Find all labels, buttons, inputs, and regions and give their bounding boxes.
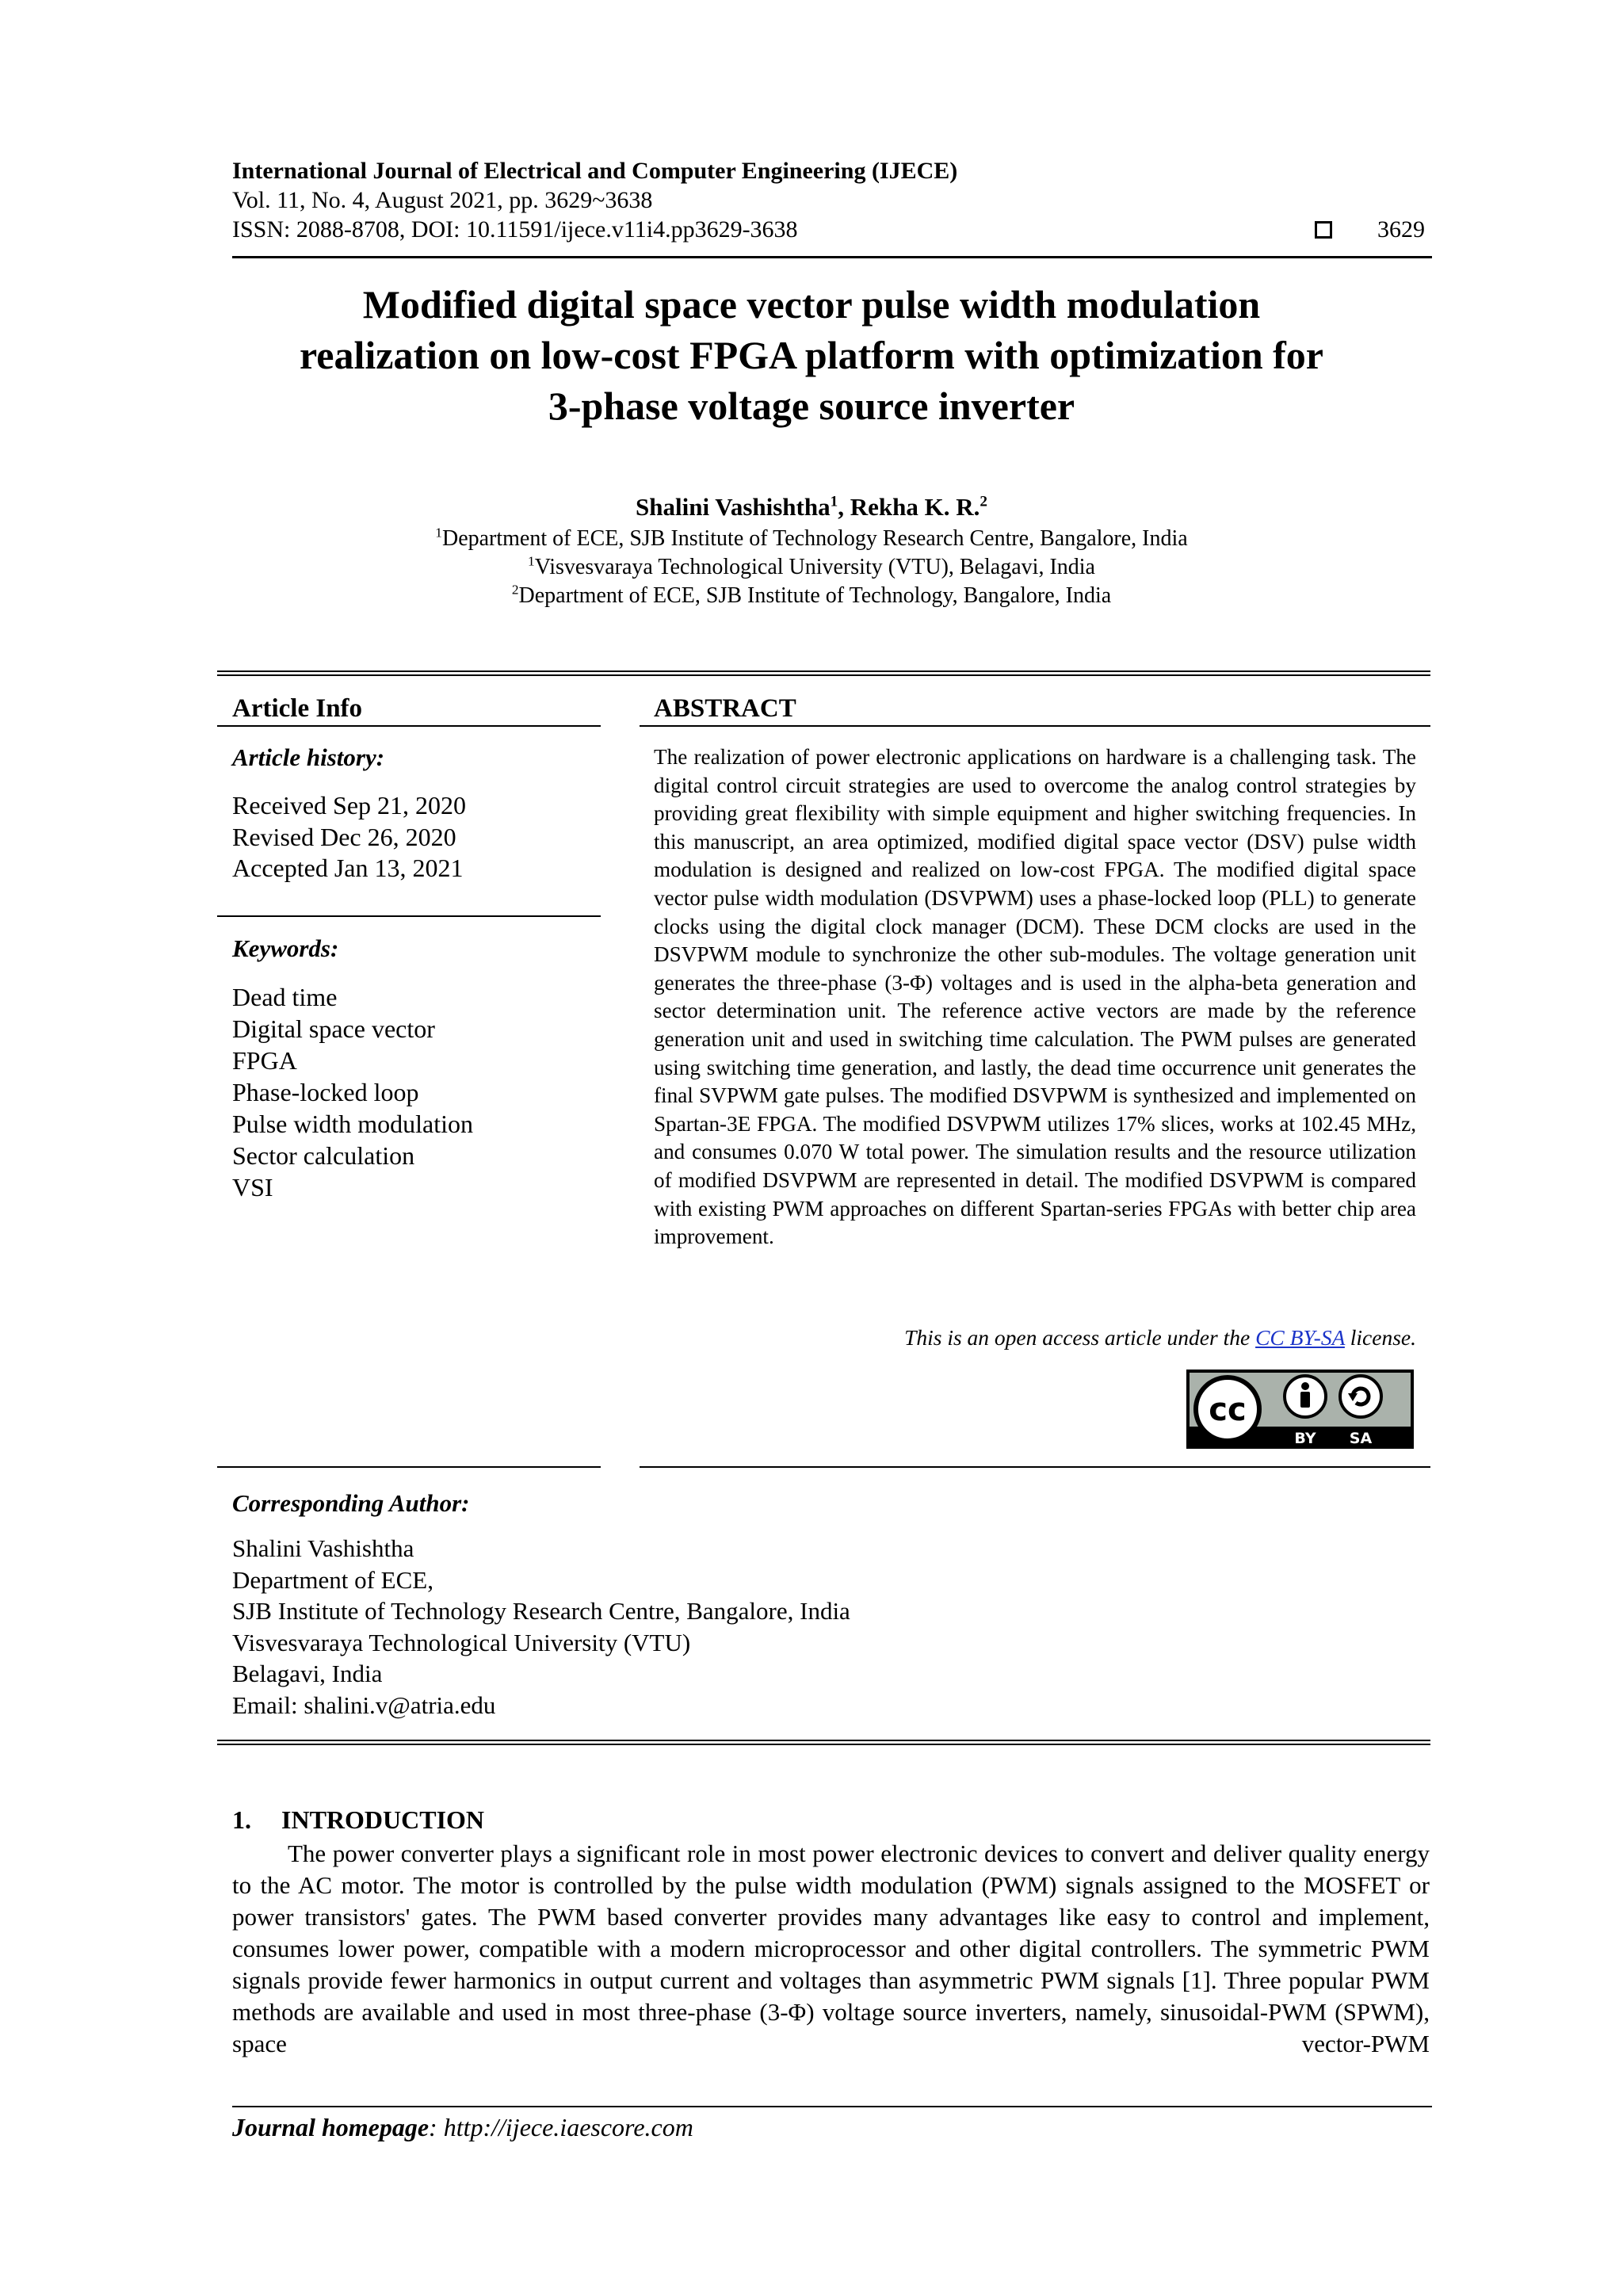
keyword-item: VSI	[232, 1173, 273, 1201]
title-line-3: 3-phase voltage source inverter	[548, 384, 1075, 428]
affiliation-1	[158, 525, 1465, 553]
attribution-body	[1300, 1392, 1310, 1408]
affiliation-marker: 2	[511, 582, 519, 598]
info-top-rule	[217, 670, 1430, 672]
homepage-label: Journal homepage	[232, 2113, 430, 2141]
article-info-rule	[217, 725, 601, 727]
affiliation-text: Department of ECE, SJB Institute of Technology, Bangalore, India	[518, 583, 1112, 608]
info-top-rule-double	[217, 674, 1430, 676]
section-title: INTRODUCTION	[281, 1805, 485, 1834]
page-number: 3629	[1377, 216, 1425, 243]
article-info-bottom-rule	[217, 1466, 601, 1468]
keywords-list	[232, 981, 473, 1203]
attribution-head	[1301, 1382, 1309, 1390]
corresponding-name: Shalini Vashishtha	[232, 1534, 414, 1562]
badge-by-label: BY	[1294, 1430, 1316, 1447]
author-2: Rekha K. R.	[850, 493, 980, 521]
issn-doi: ISSN: 2088-8708, DOI: 10.11591/ijece.v11i4.pp3629-3638	[232, 216, 798, 243]
keywords-heading: Keywords:	[232, 934, 339, 962]
footer-rule	[232, 2106, 1432, 2107]
share-alike-icon	[1340, 1376, 1381, 1417]
volume-info: Vol. 11, No. 4, August 2021, pp. 3629~3638	[232, 187, 653, 213]
journal-name: International Journal of Electrical and Computer Engineering (IJECE)	[232, 158, 958, 184]
author-separator: ,	[838, 493, 850, 521]
keyword-item: Digital space vector	[232, 1014, 435, 1043]
title-line-2: realization on low-cost FPGA platform with optimization for	[300, 333, 1323, 377]
license-prefix: This is an open access article under the	[904, 1325, 1256, 1350]
abstract-heading: ABSTRACT	[654, 694, 796, 723]
abstract-text: The realization of power electronic applications on hardware is a challenging task. The digital control circuit strategies are used to overcome the analog control strategies by providing great flexibility with simple equipment and higher switching frequencies. In this manuscript, an area optimized, modified digital space vector (DSV) pulse width modulation is designed and realized on low-cost FPGA. The modified digital space vector pulse width modulation (DSVPWM) uses a phase-locked loop (PLL) to generate clocks using the digital clock manager (DCM). These DCM clocks are used in the DSVPWM module to synchronize the other sub-modules. The voltage generation unit generates the three-phase (3-Φ) voltages and is used in the alpha-beta generation and sector determination unit. The reference active vectors are made by the reference generation unit and used in switching time calculation. The PWM pulses are generated using switching time generation, and lastly, the dead time occurrence unit generates the final SVPWM gate pulses. The modified DSVPWM is synthesized and implemented on Spartan-3E FPGA. The modified DSVPWM utilizes 17% slices, works at 102.45 MHz, and consumes 0.070 W total power. The simulation results and the resource utilization of modified DSVPWM are represented in detail. The modified DSVPWM is compared with existing PWM approaches on different Spartan-series FPGAs with better chip area improvement.	[654, 745, 1416, 1249]
article-history-heading: Article history:	[232, 743, 385, 771]
affiliation-text: Visvesvaraya Technological University (VTU), Belagavi, India	[534, 555, 1095, 579]
article-info-heading: Article Info	[232, 694, 363, 723]
homepage-url[interactable]: : http://ijece.iaescore.com	[429, 2113, 693, 2141]
accepted-date: Accepted Jan 13, 2021	[232, 854, 464, 882]
info-bottom-rule	[217, 1740, 1430, 1741]
keyword-item: Dead time	[232, 983, 338, 1011]
journal-homepage	[232, 2113, 693, 2142]
corresponding-department: Department of ECE,	[232, 1565, 433, 1594]
keyword-item: Phase-locked loop	[232, 1078, 419, 1106]
corresponding-university: Visvesvaraya Technological University (VTU)	[232, 1628, 691, 1656]
cc-by-sa-link[interactable]: CC BY-SA	[1255, 1325, 1345, 1350]
affiliation-text: Department of ECE, SJB Institute of Technology Research Centre, Bangalore, India	[441, 526, 1188, 551]
author-1: Shalini Vashishtha	[636, 493, 831, 521]
abstract-bottom-rule	[640, 1466, 1430, 1468]
abstract-rule	[640, 725, 1430, 727]
title-line-1: Modified digital space vector pulse width modulation	[362, 282, 1261, 327]
keyword-item: FPGA	[232, 1046, 297, 1075]
author-2-affil-marker: 2	[980, 493, 987, 510]
keyword-item: Pulse width modulation	[232, 1110, 473, 1138]
revised-date: Revised Dec 26, 2020	[232, 823, 456, 851]
section-heading-introduction	[232, 1805, 484, 1835]
license-suffix: license.	[1344, 1325, 1416, 1350]
corresponding-author-block	[232, 1533, 850, 1721]
affiliation-2	[158, 553, 1465, 582]
corresponding-city: Belagavi, India	[232, 1660, 383, 1687]
badge-sa-label: SA	[1349, 1430, 1373, 1447]
keyword-item: Sector calculation	[232, 1141, 415, 1170]
corresponding-email: Email: shalini.v@atria.edu	[232, 1690, 496, 1719]
affiliation-marker: 1	[528, 553, 535, 569]
info-bottom-rule-double	[217, 1744, 1430, 1745]
square-bullet-icon	[1315, 221, 1332, 239]
section-number: 1.	[232, 1805, 251, 1834]
affiliation-3	[158, 582, 1465, 610]
cc-by-sa-badge-icon[interactable]	[1186, 1370, 1414, 1449]
header-rule	[232, 256, 1432, 258]
corresponding-institute: SJB Institute of Technology Research Centre, Bangalore, India	[232, 1597, 850, 1625]
corresponding-author-heading: Corresponding Author:	[232, 1489, 470, 1517]
cc-glyph: cc	[1209, 1392, 1247, 1428]
author-list	[158, 493, 1465, 521]
introduction-paragraph: The power converter plays a significant role in most power electronic devices to convert and deliver quality energy to the AC motor. The motor is controlled by the pulse width modulation (PWM) signals assigned to the MOSFET or power transistors' gates. The PWM based converter provides many advantages like easy to control and implement, consumes lower power, compatible with a modern microprocessor and other digital controllers. The symmetric PWM signals provide fewer harmonics in output current and voltages than asymmetric PWM signals [1]. Three popular PWM methods are available and used in most three-phase (3-Φ) voltage source inverters, namely, sinusoidal-PWM (SPWM), space vector-PWM	[232, 1839, 1430, 2057]
author-1-affil-marker: 1	[830, 493, 838, 510]
keywords-rule	[217, 915, 601, 917]
paper-title	[158, 279, 1465, 431]
license-statement	[654, 1325, 1416, 1350]
received-date: Received Sep 21, 2020	[232, 791, 467, 819]
affiliation-marker: 1	[435, 525, 442, 541]
